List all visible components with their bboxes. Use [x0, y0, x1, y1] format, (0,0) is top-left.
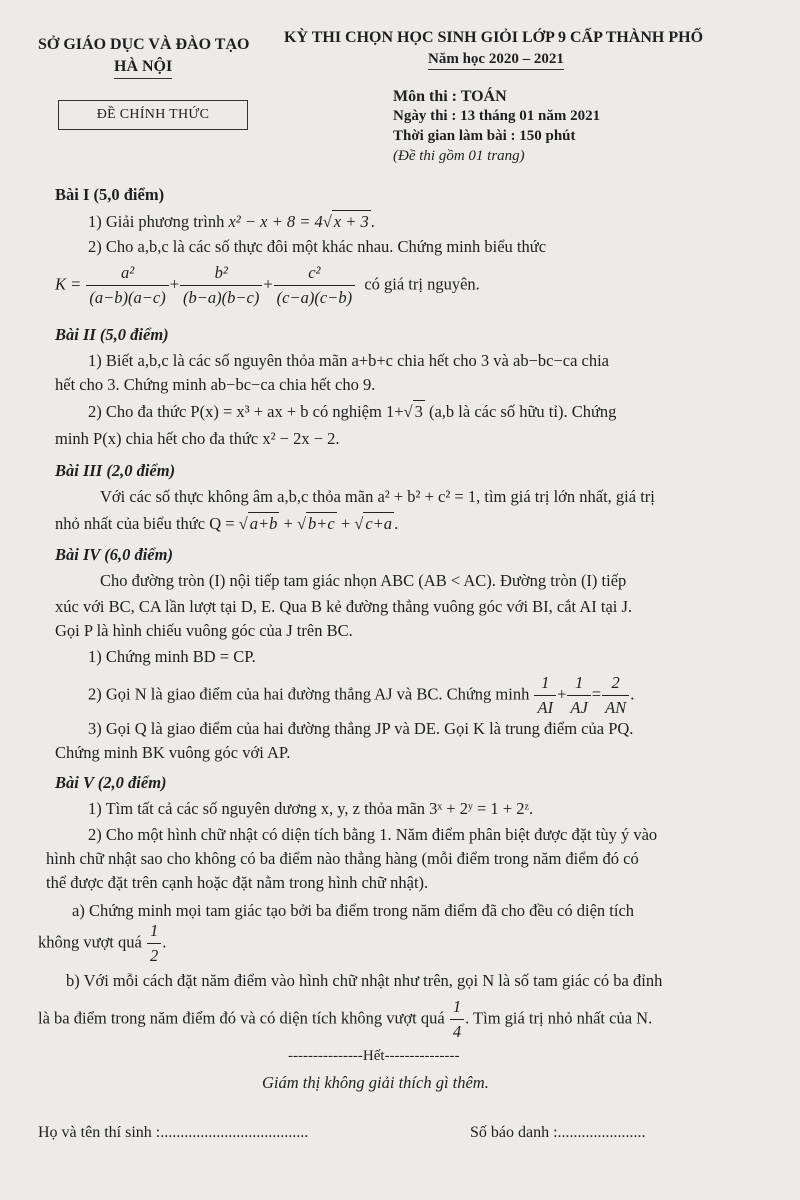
problem-1-k-expression: K = $\frac{\text{a²}}{(a-b)(a-c)}$ + $\frac{\text{b²}}{(b-a)(b-c)}$ + $\frac{\text{c²}}{(c-a)(c-b)}$ có giá trị nguyên. — [55, 262, 480, 310]
problem-2-title: Bài II (5,0 điểm) — [55, 325, 169, 344]
problem-5-q2-line1: 2) Cho một hình chữ nhật có diện tích bằng 1. Năm điểm phân biệt được đặt tùy ý vào — [88, 825, 658, 844]
problem-4-line1: Cho đường tròn (I) nội tiếp tam giác nhọn ABC (AB < AC). Đường tròn (I) tiếp — [100, 571, 627, 590]
problem-4-q3-line2: Chứng minh BK vuông góc với AP. — [55, 743, 291, 762]
problem-4-q3-line1: 3) Gọi Q là giao điểm của hai đường thẳng JP và DE. Gọi K là trung điểm của PQ. — [88, 719, 634, 738]
fraction-one-quarter: $\frac{1}{4}$ — [450, 996, 464, 1044]
school-year: Năm học 2020 – 2021 — [428, 49, 564, 70]
problem-2-q1-line1: 1) Biết a,b,c là các số nguyên thỏa mãn a+b+c chia hết cho 3 và ab−bc−ca chia — [88, 351, 610, 370]
k-fraction-1: $\frac{\text{a²}}{(a-b)(a-c)}$ — [86, 262, 168, 310]
problem-5-a-line2: không vượt quá $\frac{1}{2}$ . — [38, 920, 166, 968]
problem-5-b-line1: b) Với mỗi cách đặt năm điểm vào hình chữ nhật như trên, gọi N là số tam giác có ba đỉnh — [66, 971, 663, 990]
fraction-1-aj: $\frac{1}{AJ}$ — [567, 672, 590, 720]
official-label: ĐỀ CHÍNH THỨC — [58, 100, 248, 130]
problem-1-q1-text: 1) Giải phương trình — [88, 212, 225, 231]
problem-3-title: Bài III (2,0 điểm) — [55, 461, 176, 480]
exam-duration: Thời gian làm bài : 150 phút — [393, 128, 576, 144]
problem-4-q2: 2) Gọi N là giao điểm của hai đường thẳng AJ và BC. Chứng minh $\frac{1}{AI}$ + $\frac{1}{AJ}$ = $\frac{2}{AN}$ . — [88, 672, 634, 720]
problem-4-title: Bài IV (6,0 điểm) — [55, 545, 173, 564]
fraction-1-ai: $\frac{1}{AI}$ — [534, 672, 556, 720]
candidate-number-field: Số báo danh :...................... — [470, 1124, 646, 1141]
problem-4-q1: 1) Chứng minh BD = CP. — [88, 647, 256, 666]
problem-3-line1: Với các số thực không âm a,b,c thỏa mãn a² + b² + c² = 1, tìm giá trị lớn nhất, giá trị — [100, 487, 655, 506]
problem-4-line2: xúc với BC, CA lần lượt tại D, E. Qua B kẻ đường thẳng vuông góc với BI, cắt AI tại J. — [55, 597, 633, 616]
problem-4-line3: Gọi P là hình chiếu vuông góc của J trên BC. — [55, 621, 353, 640]
end-mark: ---------------Hết--------------- — [288, 1048, 460, 1064]
problem-1-q1-equation: x² − x + 8 = 4 — [228, 212, 323, 231]
exam-title: KỲ THI CHỌN HỌC SINH GIỎI LỚP 9 CẤP THÀNH PHỐ — [284, 29, 704, 46]
problem-1-q1: 1) Giải phương trình x² − x + 8 = 4√ x + 3 . — [88, 210, 375, 233]
pages-note: (Đề thi gồm 01 trang) — [393, 148, 525, 164]
exam-date: Ngày thi : 13 tháng 01 năm 2021 — [393, 108, 601, 124]
k-fraction-3: $\frac{\text{c²}}{(c-a)(c-b)}$ — [274, 262, 355, 310]
problem-2-q1-line2: hết cho 3. Chứng minh ab−bc−ca chia hết cho 9. — [55, 375, 376, 394]
k-fraction-2: $\frac{\text{b²}}{(b-a)(b-c)}$ — [180, 262, 262, 310]
problem-5-a-line1: a) Chứng minh mọi tam giác tạo bởi ba điểm trong năm điểm đã cho đều có diện tích — [72, 901, 635, 920]
k-suffix: có giá trị nguyên. — [364, 274, 480, 294]
problem-5-title: Bài V (2,0 điểm) — [55, 773, 167, 792]
subject: Môn thi : TOÁN — [393, 88, 507, 105]
problem-5-b-line2: là ba điểm trong năm điểm đó và có diện tích không vượt quá $\frac{1}{4}$ . Tìm giá trị nhỏ nhất của N. — [38, 996, 652, 1044]
problem-2-q2-line2: minh P(x) chia hết cho đa thức x² − 2x − 2. — [55, 429, 340, 448]
problem-1-title: Bài I (5,0 điểm) — [55, 185, 165, 204]
problem-5-q2-line3: thể được đặt trên cạnh hoặc đặt nằm trong hình chữ nhật). — [46, 873, 429, 892]
candidate-name-field: Họ và tên thí sinh :..................................... — [38, 1124, 309, 1141]
problem-2-q2-line1: 2) Cho đa thức P(x) = x³ + ax + b có nghiệm 1+√ 3 (a,b là các số hữu tỉ). Chứng — [88, 400, 616, 423]
proctor-note: Giám thị không giải thích gì thêm. — [262, 1073, 489, 1092]
problem-1-q2: 2) Cho a,b,c là các số thực đôi một khác nhau. Chứng minh biểu thức — [88, 237, 547, 256]
department-city: HÀ NỘI — [114, 56, 172, 79]
problem-5-q1: 1) Tìm tất cả các số nguyên dương x, y, z thỏa mãn 3ˣ + 2ʸ = 1 + 2ᶻ. — [88, 799, 534, 818]
fraction-2-an: $\frac{2}{AN}$ — [602, 672, 629, 720]
k-prefix: K = — [55, 274, 82, 294]
problem-5-q2-line2: hình chữ nhật sao cho không có ba điểm nào thẳng hàng (mỗi điểm trong năm điểm đó có — [46, 849, 639, 868]
problem-1-q1-root: x + 3 — [332, 210, 371, 233]
fraction-one-half: $\frac{1}{2}$ — [147, 920, 161, 968]
problem-3-line2: nhỏ nhất của biểu thức Q = √ a+b + √ b+c + √ c+a . — [55, 512, 398, 535]
department-name: SỞ GIÁO DỤC VÀ ĐÀO TẠO — [38, 36, 250, 53]
